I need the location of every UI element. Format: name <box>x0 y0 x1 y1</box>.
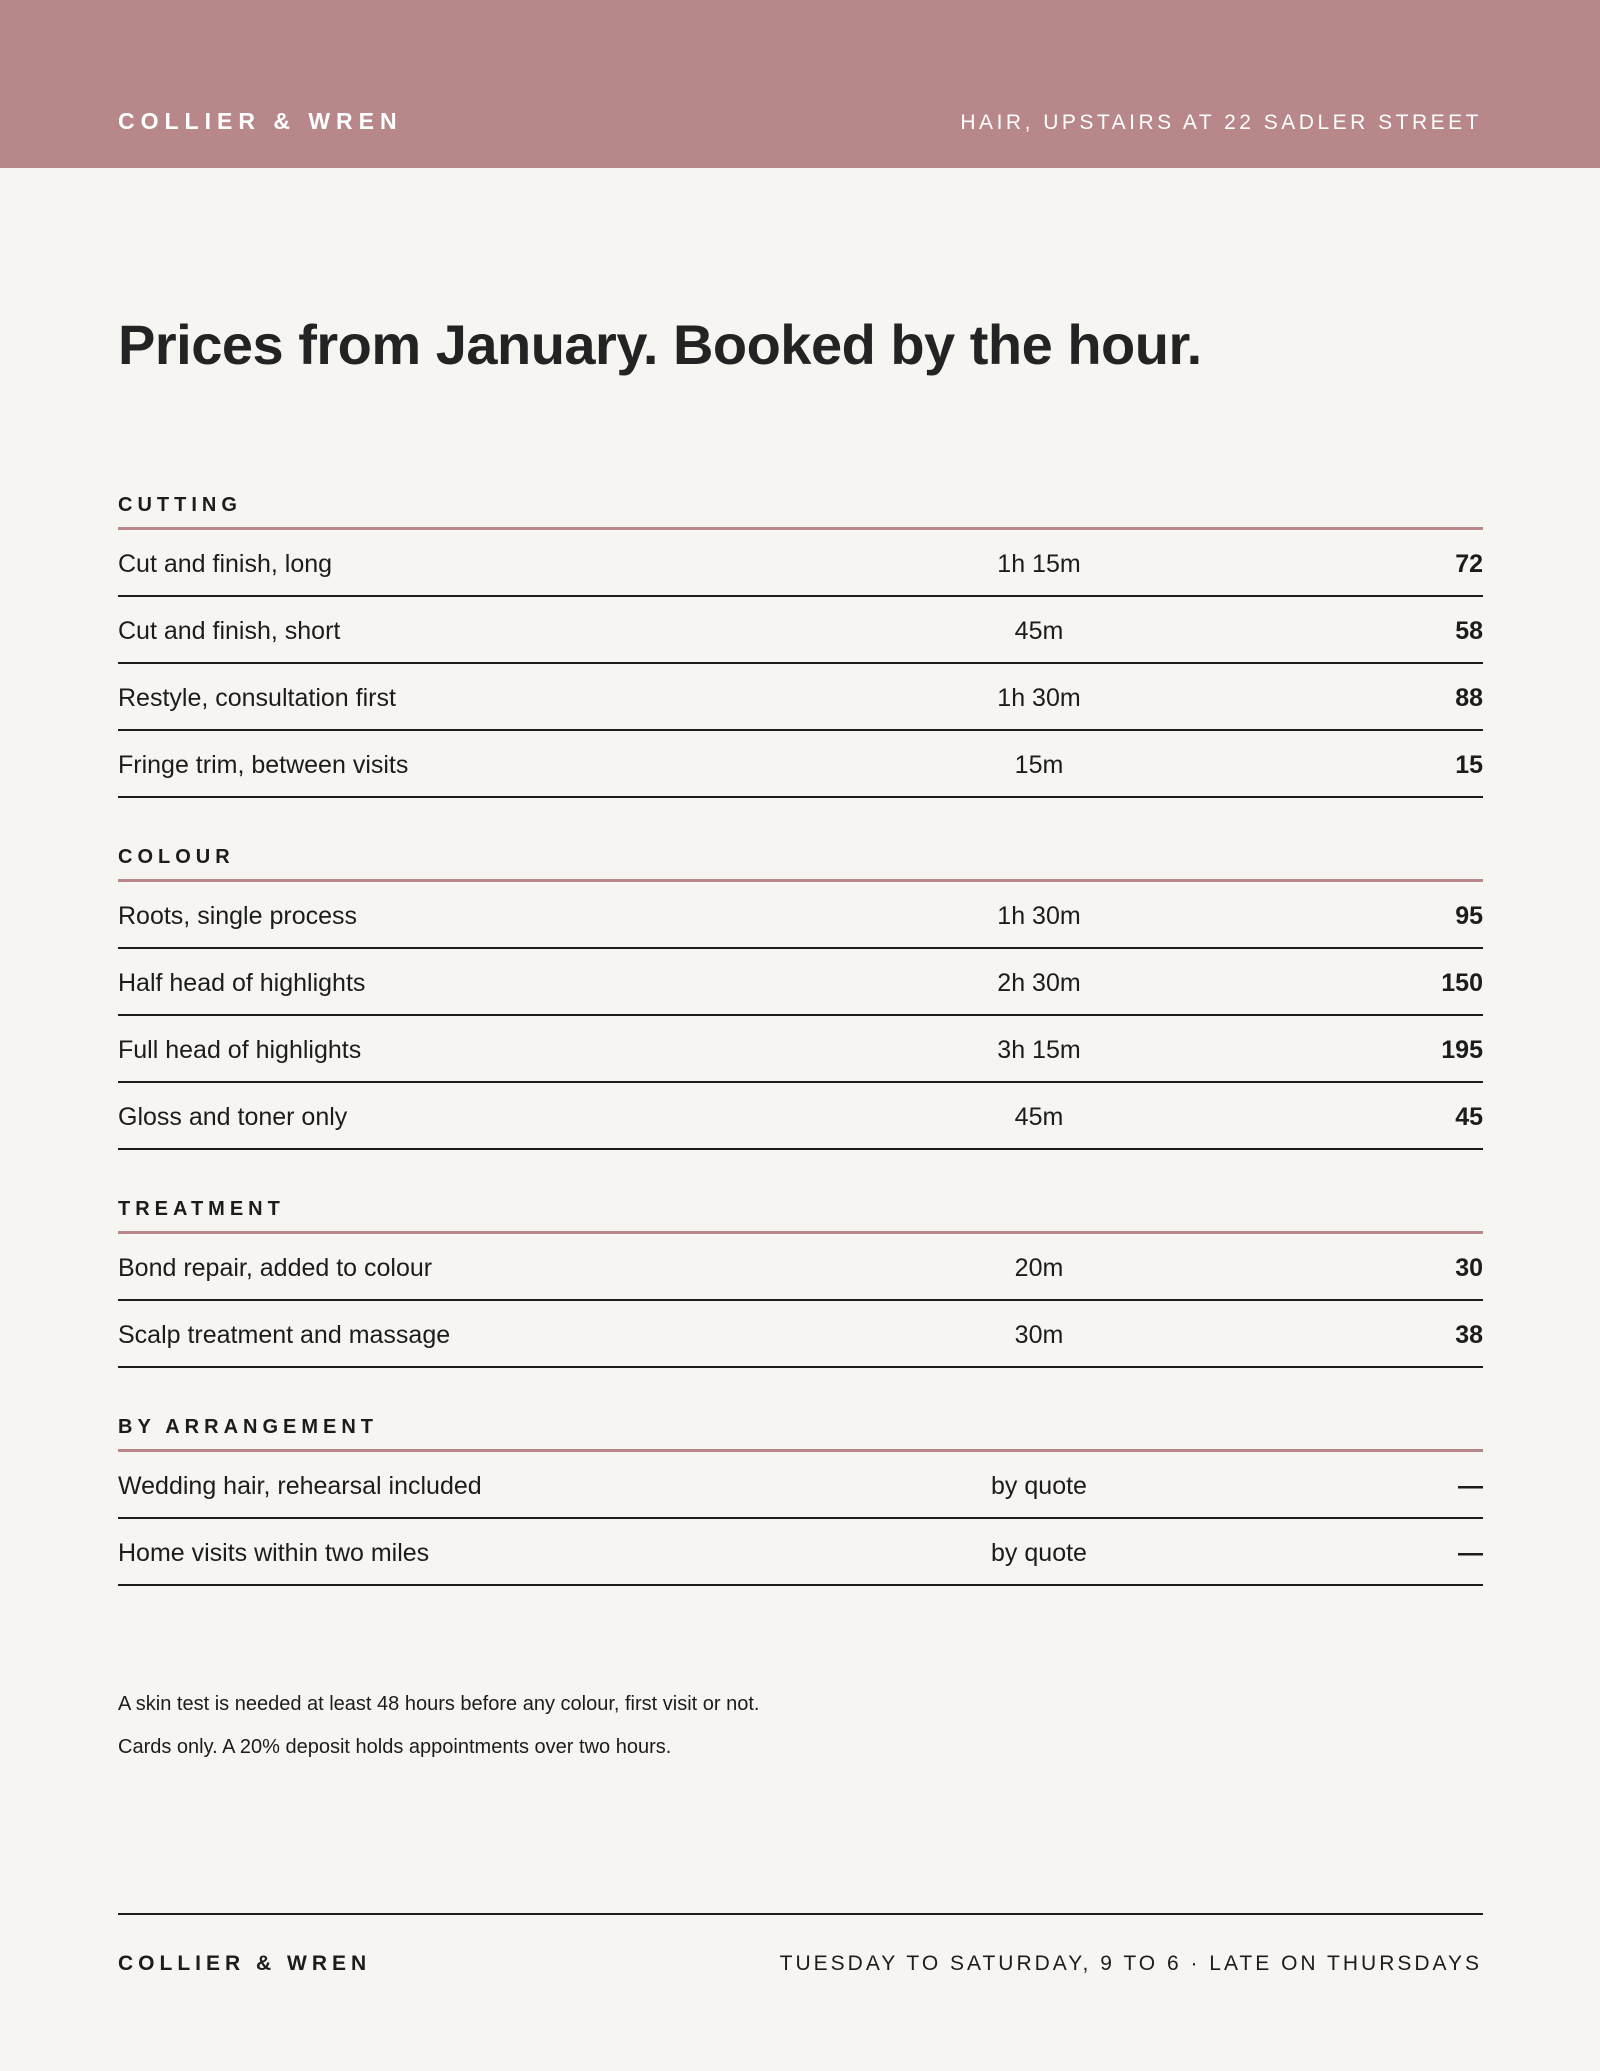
service-name: Home visits within two miles <box>118 1539 430 1567</box>
service-price: 58 <box>1455 617 1483 645</box>
service-duration: 1h 30m <box>997 684 1081 712</box>
service-name: Bond repair, added to colour <box>118 1254 433 1282</box>
section-spacer <box>118 798 1483 844</box>
service-price: 38 <box>1455 1321 1483 1349</box>
service-duration: 1h 30m <box>997 902 1081 930</box>
section-spacer <box>118 1368 1483 1414</box>
service-duration: 1h 15m <box>997 550 1081 578</box>
service-name: Scalp treatment and massage <box>118 1321 451 1349</box>
service-duration: 2h 30m <box>997 969 1081 997</box>
header-band <box>0 0 1600 168</box>
service-price: 195 <box>1441 1036 1483 1064</box>
service-name: Half head of highlights <box>118 969 366 997</box>
service-price: 88 <box>1455 684 1483 712</box>
section-spacer <box>118 1150 1483 1196</box>
notes <box>118 1691 759 1777</box>
service-row <box>118 949 1483 1016</box>
salon-address: HAIR, UPSTAIRS AT 22 SADLER STREET <box>960 111 1482 134</box>
service-duration: 3h 15m <box>997 1036 1081 1064</box>
service-price: 150 <box>1441 969 1483 997</box>
section-heading: COLOUR <box>118 844 1483 882</box>
service-duration: 45m <box>1014 617 1064 645</box>
service-duration: 30m <box>1014 1321 1064 1349</box>
service-row <box>118 1452 1483 1519</box>
service-price: — <box>1458 1539 1483 1567</box>
section-heading: TREATMENT <box>118 1196 1483 1234</box>
service-price: 30 <box>1455 1254 1483 1282</box>
service-duration: by quote <box>991 1472 1087 1500</box>
service-row <box>118 1016 1483 1083</box>
section-heading: BY ARRANGEMENT <box>118 1414 1483 1452</box>
service-name: Full head of highlights <box>118 1036 362 1064</box>
service-price: 45 <box>1455 1103 1483 1131</box>
opening-hours: TUESDAY TO SATURDAY, 9 TO 6 · LATE ON THURSDAYS <box>779 1952 1482 1975</box>
service-name: Cut and finish, short <box>118 617 341 645</box>
service-price: 15 <box>1455 751 1483 779</box>
service-name: Gloss and toner only <box>118 1103 348 1131</box>
service-price: 95 <box>1455 902 1483 930</box>
service-name: Roots, single process <box>118 902 358 930</box>
footer-brand: COLLIER & WREN <box>118 1952 372 1975</box>
service-price: 72 <box>1455 550 1483 578</box>
service-row <box>118 1234 1483 1301</box>
service-row <box>118 597 1483 664</box>
service-name: Restyle, consultation first <box>118 684 396 712</box>
service-name: Cut and finish, long <box>118 550 333 578</box>
service-row <box>118 530 1483 597</box>
section-heading: CUTTING <box>118 492 1483 530</box>
service-duration: 15m <box>1014 751 1064 779</box>
service-duration: 45m <box>1014 1103 1064 1131</box>
brand-name: COLLIER & WREN <box>118 108 403 134</box>
service-row <box>118 1083 1483 1150</box>
price-list <box>118 492 1483 1586</box>
service-duration: by quote <box>991 1539 1087 1567</box>
page-title: Prices from January. Booked by the hour. <box>118 313 1202 376</box>
service-name: Fringe trim, between visits <box>118 751 409 779</box>
footer-divider <box>118 1913 1483 1915</box>
note-skin-test: A skin test is needed at least 48 hours before any colour, first visit or not. <box>118 1693 760 1715</box>
service-row <box>118 882 1483 949</box>
service-row <box>118 1519 1483 1586</box>
service-name: Wedding hair, rehearsal included <box>118 1472 482 1500</box>
service-duration: 20m <box>1014 1254 1064 1282</box>
service-row <box>118 731 1483 798</box>
service-row <box>118 664 1483 731</box>
note-deposit: Cards only. A 20% deposit holds appointments over two hours. <box>118 1736 672 1758</box>
service-price: — <box>1458 1472 1483 1500</box>
service-row <box>118 1301 1483 1368</box>
